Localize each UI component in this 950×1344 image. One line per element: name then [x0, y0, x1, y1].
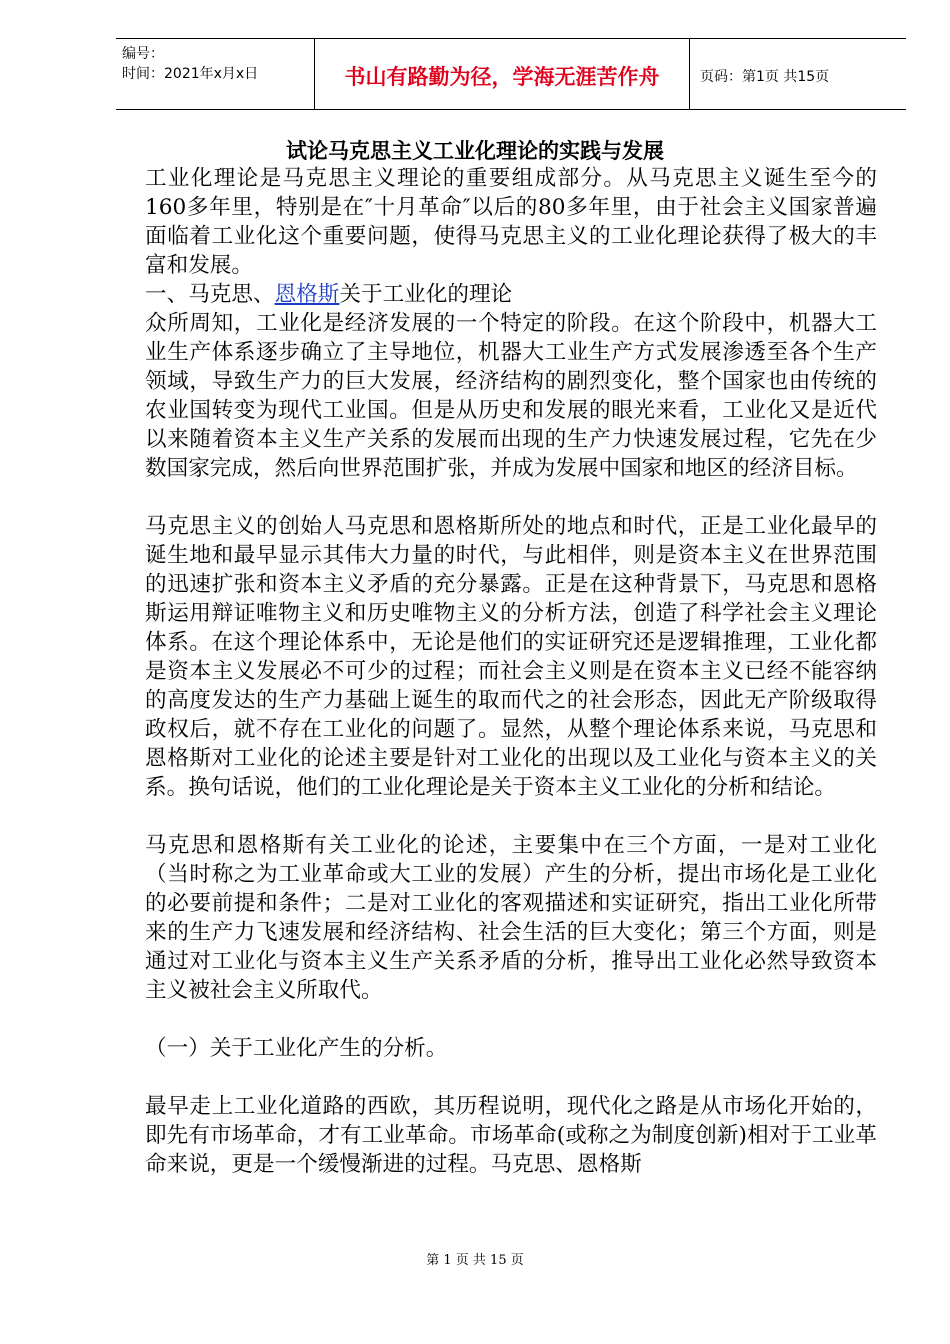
section-heading-1	[145, 280, 877, 309]
header-page-info: 页码：第1页 共15页	[700, 69, 830, 85]
paragraph-industrialization-stage: 众所周知，工业化是经济发展的一个特定的阶段。在这个阶段中，机器大工业生产体系逐步确立了主导地位，机器大工业生产方式发展渗透至各个生产领域，导致生产力的巨大发展，经济结构的剧烈变化，整个国家也由传统的农业国转变为现代工业国。但是从历史和发展的眼光来看，工业化又是近代以来随着资本主义生产关系的发展而出现的生产力快速发展过程，它先在少数国家完成，然后向世界范围扩张，并成为发展中国家和地区的经济目标。	[145, 311, 877, 481]
document-body	[145, 164, 877, 1179]
paragraph-western-europe: 最早走上工业化道路的西欧，其历程说明，现代化之路是从市场化开始的，即先有市场革命，才有工业革命。市场革命(或称之为制度创新)相对于工业革命来说，更是一个缓慢渐进的过程。马克思、恩格斯	[145, 1094, 877, 1177]
engels-link[interactable]: 恩格斯	[274, 282, 340, 307]
heading-prefix: 一、马克思、	[145, 282, 275, 307]
paragraph-intro: 工业化理论是马克思主义理论的重要组成部分。从马克思主义诞生至今的160多年里，特别是在″十月革命″以后的80多年里，由于社会主义国家普遍面临着工业化这个重要问题，使得马克思主义的工业化理论获得了极大的丰富和发展。	[145, 166, 877, 278]
header-motto-cell	[315, 39, 690, 109]
page-footer: 第 1 页 共 15 页	[426, 1253, 524, 1268]
header-page-cell	[690, 39, 906, 109]
subsection-heading-1: （一）关于工业化产生的分析。	[145, 1036, 448, 1061]
heading-suffix: 关于工业化的理论	[339, 282, 513, 307]
document-time-label: 时间：2021年x月x日	[122, 66, 259, 82]
document-title: 试论马克思主义工业化理论的实践与发展	[286, 138, 664, 163]
paragraph-founders-context: 马克思主义的创始人马克思和恩格斯所处的地点和时代，正是工业化最早的诞生地和最早显示其伟大力量的时代，与此相伴，则是资本主义在世界范围的迅速扩张和资本主义矛盾的充分暴露。正是在这种背景下，马克思和恩格斯运用辩证唯物主义和历史唯物主义的分析方法，创造了科学社会主义理论体系。在这个理论体系中，无论是他们的实证研究还是逻辑推理，工业化都是资本主义发展必不可少的过程；而社会主义则是在资本主义已经不能容纳的高度发达的生产力基础上诞生的取而代之的社会形态，因此无产阶级取得政权后，就不存在工业化的问题了。显然，从整个理论体系来说，马克思和恩格斯对工业化的论述主要是针对工业化的出现以及工业化与资本主义的关系。换句话说，他们的工业化理论是关于资本主义工业化的分析和结论。	[145, 514, 877, 800]
page-header	[116, 38, 906, 110]
paragraph-three-aspects: 马克思和恩格斯有关工业化的论述，主要集中在三个方面，一是对工业化（当时称之为工业革命或大工业的发展）产生的分析，提出市场化是工业化的必要前提和条件；二是对工业化的客观描述和实证研究，指出工业化所带来的生产力飞速发展和经济结构、社会生活的巨大变化；第三个方面，则是通过对工业化与资本主义生产关系矛盾的分析，推导出工业化必然导致资本主义被社会主义所取代。	[145, 833, 877, 1003]
document-number-label: 编号：	[122, 46, 164, 62]
header-motto: 书山有路勤为径，学海无涯苦作舟	[344, 64, 660, 89]
header-meta-cell	[116, 39, 315, 109]
